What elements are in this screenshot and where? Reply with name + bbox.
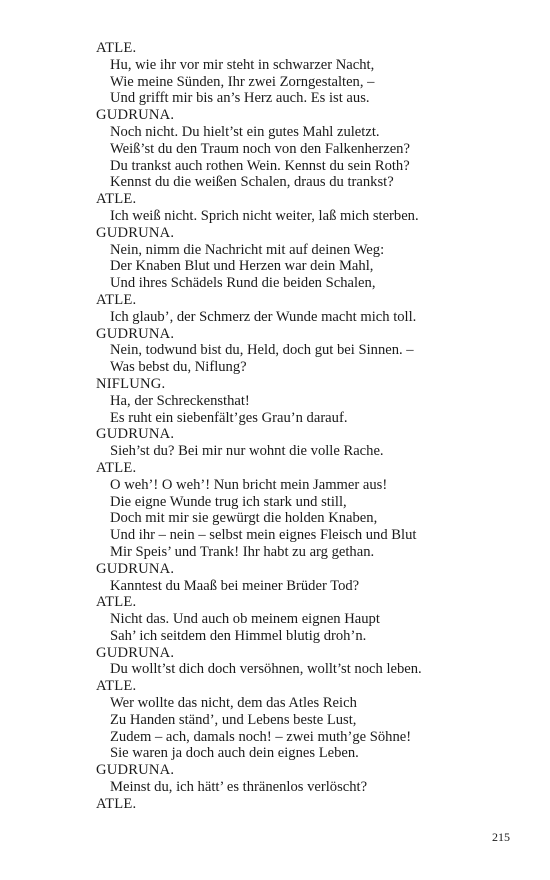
verse-line: Wer wollte das nicht, dem das Atles Reich — [110, 695, 357, 712]
verse-line: Hu, wie ihr vor mir steht in schwarzer Nacht, — [110, 56, 375, 73]
verse-line: Ha, der Schreckensthat! — [110, 392, 250, 409]
speaker-name: GUDRUNA. — [96, 762, 175, 779]
verse-line: Sieh’st du? Bei mir nur wohnt die volle Rache. — [110, 443, 384, 460]
verse-line: Zu Handen ständ’, und Lebens beste Lust, — [110, 711, 357, 728]
verse-line: Und ihres Schädels Rund die beiden Schalen, — [110, 275, 376, 292]
speaker-name: GUDRUNA. — [96, 560, 175, 577]
verse-line: Du trankst auch rothen Wein. Kennst du sein Roth? — [110, 157, 410, 174]
verse-line: Ich weiß nicht. Sprich nicht weiter, laß mich sterben. — [110, 207, 419, 224]
speaker-name: GUDRUNA. — [96, 426, 175, 443]
verse-line: Sie waren ja doch auch dein eignes Leben. — [110, 745, 359, 762]
verse-line: O weh’! O weh’! Nun bricht mein Jammer aus! — [110, 476, 388, 493]
verse-line: Nicht das. Und auch ob meinem eignen Haupt — [110, 611, 380, 628]
speaker-name: NIFLUNG. — [96, 375, 166, 392]
speaker-name: GUDRUNA. — [96, 325, 175, 342]
verse-line: Wie meine Sünden, Ihr zwei Zorngestalten, – — [110, 73, 375, 90]
verse-line: Noch nicht. Du hielt’st ein gutes Mahl zuletzt. — [110, 123, 380, 140]
speaker-name: ATLE. — [96, 795, 137, 812]
speaker-name: GUDRUNA. — [96, 224, 175, 241]
verse-line: Kennst du die weißen Schalen, draus du trankst? — [110, 174, 394, 191]
verse-line: Es ruht ein siebenfält’ges Grau’n darauf. — [110, 409, 348, 426]
speaker-name: ATLE. — [96, 678, 137, 695]
speaker-name: ATLE. — [96, 191, 137, 208]
verse-line: Ich glaub’, der Schmerz der Wunde macht mich toll. — [110, 308, 417, 325]
verse-line: Du wollt’st dich doch versöhnen, wollt’st noch leben. — [110, 661, 422, 678]
verse-line: Nein, todwund bist du, Held, doch gut bei Sinnen. – — [110, 342, 414, 359]
speaker-name: ATLE. — [96, 291, 137, 308]
verse-line: Was bebst du, Niflung? — [110, 359, 247, 376]
verse-line: Mir Speis’ und Trank! Ihr habt zu arg gethan. — [110, 543, 375, 560]
speaker-name: ATLE. — [96, 459, 137, 476]
verse-line: Und grifft mir bis an’s Herz auch. Es ist aus. — [110, 90, 370, 107]
verse-line: Doch mit mir sie gewürgt die holden Knaben, — [110, 510, 378, 527]
verse-line: Zudem – ach, damals noch! – zwei muth’ge Söhne! — [110, 728, 412, 745]
speaker-name: GUDRUNA. — [96, 107, 175, 124]
page-number: 215 — [492, 830, 510, 844]
speaker-name: ATLE. — [96, 594, 137, 611]
verse-line: Nein, nimm die Nachricht mit auf deinen Weg: — [110, 241, 385, 258]
verse-line: Und ihr – nein – selbst mein eignes Fleisch und Blut — [110, 527, 417, 544]
verse-line: Sah’ ich seitdem den Himmel blutig droh’n. — [110, 627, 367, 644]
verse-line: Weiß’st du den Traum noch von den Falkenherzen? — [110, 140, 410, 157]
speaker-name: GUDRUNA. — [96, 644, 175, 661]
speaker-name: ATLE. — [96, 40, 137, 56]
verse-line: Der Knaben Blut und Herzen war dein Mahl, — [110, 258, 374, 275]
verse-line: Kanntest du Maaß bei meiner Brüder Tod? — [110, 577, 360, 594]
play-text — [96, 40, 496, 813]
verse-line: Die eigne Wunde trug ich stark und still, — [110, 493, 347, 510]
verse-line: Meinst du, ich hätt’ es thränenlos verlöscht? — [110, 779, 368, 796]
